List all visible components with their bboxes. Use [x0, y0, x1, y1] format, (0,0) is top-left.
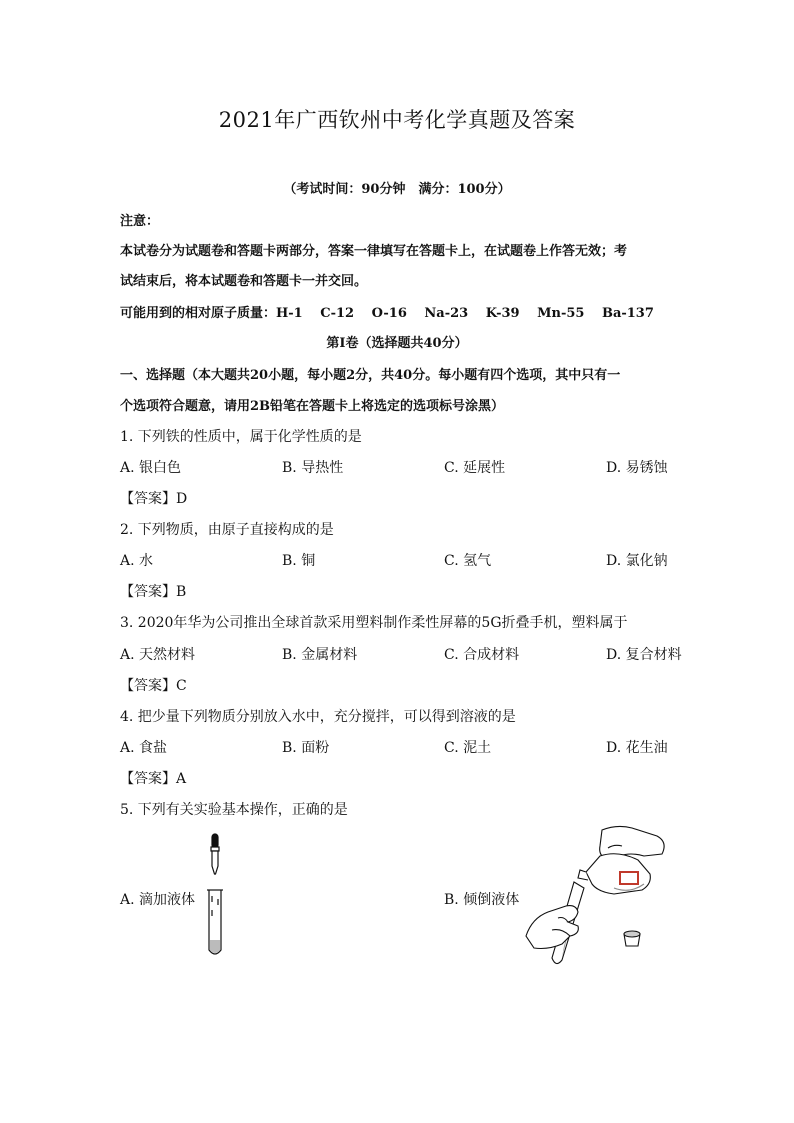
- test-tube-icon: [207, 890, 223, 954]
- option-c: C. 泥土: [444, 740, 492, 756]
- atomic-masses: 可能用到的相对原子质量：H-1 C-12 O-16 Na-23 K-39 Mn-55 Ba-137: [120, 306, 654, 321]
- option-a: A. 食盐: [120, 740, 168, 756]
- question-stem: 3. 2020年华为公司推出全球首款采用塑料制作柔性屏幕的5G折叠手机，塑料属于: [120, 615, 628, 631]
- question-stem: 1. 下列铁的性质中，属于化学性质的是: [120, 429, 362, 445]
- option-c: C. 合成材料: [444, 647, 520, 663]
- option-b: B. 金属材料: [282, 647, 358, 663]
- reagent-bottle-icon: [578, 854, 650, 894]
- option-b: B. 铜: [282, 553, 316, 569]
- option-b: B. 导热性: [282, 460, 344, 476]
- answer: 【答案】D: [120, 491, 188, 507]
- question-stem: 5. 下列有关实验基本操作，正确的是: [120, 802, 348, 818]
- option-d: D. 氯化钠: [606, 553, 668, 569]
- option-c: C. 延展性: [444, 460, 506, 476]
- option-d: D. 复合材料: [606, 647, 682, 663]
- lower-hand-icon: [526, 906, 578, 949]
- dropper-icon: [211, 834, 219, 874]
- notice-line-1: 本试卷分为试题卷和答题卡两部分，答案一律填写在答题卡上，在试题卷上作答无效；考: [120, 244, 628, 259]
- option-b: B. 倾倒液体: [444, 892, 520, 908]
- notice-line-2: 试结束后，将本试题卷和答题卡一并交回。: [120, 274, 368, 289]
- dropper-test-tube-illustration: [200, 832, 240, 962]
- exam-info: （考试时间：90分钟 满分：100分）: [283, 182, 511, 197]
- section-intro-line-1: 一、选择题（本大题共20小题，每小题2分，共40分。每小题有四个选项，其中只有一: [120, 368, 621, 383]
- section-intro-line-2: 个选项符合题意，请用2B铅笔在答题卡上将选定的选项标号涂黑）: [120, 399, 505, 414]
- answer: 【答案】B: [120, 584, 187, 600]
- option-d: D. 易锈蚀: [606, 460, 668, 476]
- pouring-liquid-illustration: [522, 822, 672, 968]
- option-c: C. 氢气: [444, 553, 492, 569]
- option-d: D. 花生油: [606, 740, 668, 756]
- option-a: A. 水: [120, 553, 154, 569]
- section-title: 第Ⅰ卷（选择题共40分）: [326, 336, 468, 351]
- option-b: B. 面粉: [282, 740, 330, 756]
- answer: 【答案】C: [120, 678, 187, 694]
- question-stem: 4. 把少量下列物质分别放入水中，充分搅拌，可以得到溶液的是: [120, 709, 516, 725]
- option-a: A. 银白色: [120, 460, 182, 476]
- bottle-stopper-icon: [624, 931, 640, 946]
- notice-heading: 注意：: [120, 214, 160, 229]
- option-a: A. 滴加液体: [120, 892, 196, 908]
- option-a: A. 天然材料: [120, 647, 196, 663]
- question-stem: 2. 下列物质，由原子直接构成的是: [120, 522, 334, 538]
- answer: 【答案】A: [120, 771, 187, 787]
- page-title: 2021年广西钦州中考化学真题及答案: [218, 108, 576, 132]
